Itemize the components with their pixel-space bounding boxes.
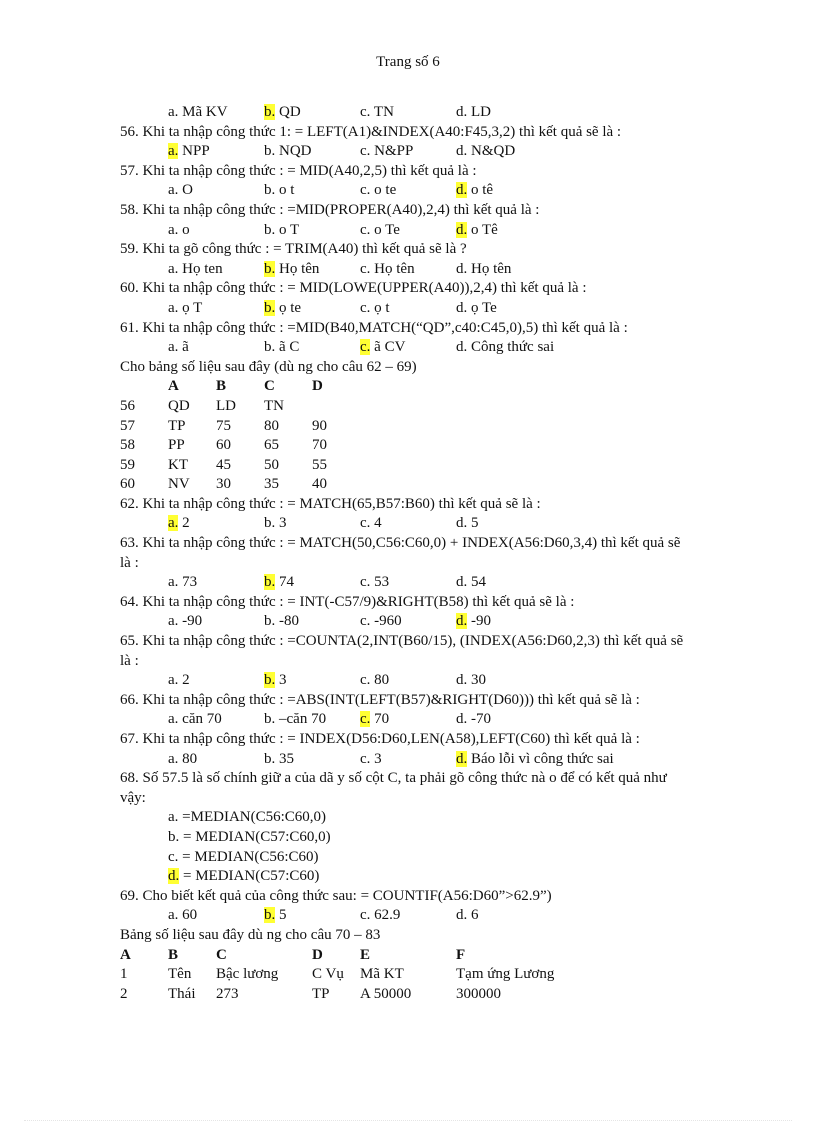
option-text: o te [370,182,397,199]
answer-option [360,181,396,201]
option-label: c. [360,143,371,160]
option-text: 3 [370,750,382,767]
answer-option [456,710,491,730]
answer-option [360,514,382,534]
answer-option [168,260,223,280]
answer-option [168,299,202,319]
option-label: b. [264,143,276,160]
table-cell: 55 [312,456,327,473]
answer-option [456,750,614,770]
option-label: d. [456,104,468,120]
question-text: Bảng số liệu sau đây dù ng cho câu 70 – 83 [120,926,381,943]
option-text: NPP [178,143,210,160]
option-text: Báo lỗi vì công thức sai [467,750,614,767]
option-label: a. [168,515,179,532]
answer-option [168,181,193,201]
answer-option [456,906,479,926]
option-text: 5 [467,515,479,532]
answer-options-row [120,710,690,730]
table-cell: Tạm ứng Lương [456,966,555,983]
table-cell: 56 [120,397,135,414]
option-text: 2 [178,515,190,532]
option-text: O [178,182,194,199]
answer-option [456,671,486,691]
option-text: ã C [275,339,300,356]
option-text: 2 [178,672,190,689]
option-text: 5 [275,907,287,924]
option-text: 62.9 [370,907,401,924]
answer-options-row [120,338,690,358]
answer-option [360,338,405,358]
question-text: Cho bảng số liệu sau đây (dù ng cho câu 62 – 69) [120,358,417,375]
option-text: = MEDIAN(C56:C60) [178,848,319,865]
table-cell: QD [168,397,190,414]
option-text: ã [178,339,189,356]
answer-option [360,671,389,691]
option-label: c. [360,515,371,532]
option-text: o Te [370,221,400,238]
option-text: 3 [275,672,287,689]
table-cell: Mã KT [360,966,404,983]
table-cell: 80 [264,417,279,434]
answer-option [168,221,190,241]
answer-option [264,514,287,534]
option-label: c. [360,104,371,120]
answer-option [360,612,402,632]
table-cell: B [216,378,227,395]
answer-option [168,671,190,691]
option-label: a. [168,339,179,356]
table-cell: 300000 [456,985,501,1002]
option-text: -70 [467,711,491,728]
answer-options-row [120,514,690,534]
option-label: a. [168,574,179,591]
option-text: o T [275,221,300,238]
option-label: b. [264,260,276,277]
answer-options-row [120,103,690,123]
option-label: a. [168,299,179,316]
option-label: d. [456,260,468,277]
answer-option [360,299,390,319]
answer-options-row [120,181,690,201]
table-cell: F [456,946,466,963]
answer-options-row [120,573,690,593]
option-label: d. [168,868,180,885]
answer-options-row [120,750,690,770]
answer-option [264,612,299,632]
answer-option [264,671,287,691]
answer-option [168,750,197,770]
table-cell: A [120,946,131,963]
option-label: d. [456,750,468,767]
answer-option [456,299,497,319]
option-text: 80 [178,750,198,767]
option-label: a. [168,221,179,238]
answer-option [264,710,326,730]
option-label: c. [360,711,371,728]
answer-option [456,142,515,162]
option-label: b. [264,672,276,689]
option-text: Họ tên [467,260,512,277]
table-row [120,397,690,417]
answer-option [360,142,413,162]
option-label: c. [360,299,371,316]
option-text: o Tê [467,221,498,238]
answer-option [456,514,479,534]
answer-option [120,808,690,828]
option-label: b. [264,711,276,728]
option-text: 60 [178,907,198,924]
option-label: b. [264,339,276,356]
option-label: b. [264,104,276,120]
question-text: 57. Khi ta nhập công thức : = MID(A40,2,5) thì kết quả là : [120,162,477,179]
table-cell: 65 [264,437,279,454]
option-label: d. [456,339,468,356]
option-text: =MEDIAN(C56:C60,0) [178,809,327,826]
option-label: b. [264,574,276,591]
answer-option [360,906,400,926]
answer-options-row [120,299,690,319]
answer-option [264,299,301,319]
answer-option [168,338,189,358]
option-label: d. [456,613,468,630]
question-text: 60. Khi ta nhập công thức : = MID(LOWE(UPPER(A40)),2,4) thì kết quả là : [120,280,587,297]
option-label: d. [456,711,468,728]
table-cell: 70 [312,437,327,454]
answer-option [360,573,389,593]
option-text: o tê [467,182,494,199]
option-label: d. [456,574,468,591]
option-text: căn 70 [178,711,222,728]
option-text: -960 [370,613,402,630]
table-row [120,436,690,456]
table-cell: E [360,946,371,963]
table-cell: 57 [120,417,135,434]
answer-option [360,750,382,770]
answer-option [168,612,202,632]
option-text: 80 [370,672,390,689]
answer-option [264,573,294,593]
option-label: d. [456,299,468,316]
answer-option [360,103,394,123]
option-label: b. [264,182,276,199]
answer-option [360,221,400,241]
option-label: c. [360,221,371,238]
table-cell: D [312,378,323,395]
table-cell: TP [312,985,330,1002]
option-label: d. [456,907,468,924]
table-row [120,985,690,1005]
option-label: c. [360,907,371,924]
answer-options-row [120,906,690,926]
option-label: d. [456,143,468,160]
answer-option [168,710,222,730]
option-text: Họ ten [178,260,223,277]
question-text: 58. Khi ta nhập công thức : =MID(PROPER(A40),2,4) thì kết quả là : [120,201,540,218]
answer-option [456,181,493,201]
answer-option [264,181,294,201]
answer-option [168,103,228,123]
question-text: 69. Cho biết kết quả của công thức sau: = COUNTIF(A56:D60”>62.9”) [120,887,552,904]
option-text: 74 [275,574,294,591]
option-label: a. [168,104,179,120]
option-label: a. [168,260,179,277]
table-row [120,456,690,476]
question-text: 61. Khi ta nhập công thức : =MID(B40,MATCH(“QD”,c40:C45,0),5) thì kết quả là : [120,319,628,336]
document-body [120,103,690,1004]
answer-option [264,906,287,926]
option-text: ọ t [370,299,390,316]
answer-option [168,573,197,593]
option-text: N&QD [467,143,516,160]
table-cell: 60 [216,437,231,454]
option-text: o [178,221,190,238]
page-bottom-divider [24,1120,792,1121]
table-row [120,965,690,985]
option-text: 3 [275,515,287,532]
option-label: b. [264,613,276,630]
table-cell: TP [168,417,186,434]
answer-option [168,514,190,534]
table-cell: 58 [120,437,135,454]
option-label: c. [360,182,371,199]
table-cell: TN [264,397,284,414]
option-text: 70 [370,711,390,728]
option-text: 73 [178,574,198,591]
answer-options-row [120,612,690,632]
option-text: –căn 70 [275,711,327,728]
option-text: 4 [370,515,382,532]
table-cell: Tên [168,966,192,983]
option-label: c. [168,848,179,865]
option-label: a. [168,182,179,199]
answer-option [120,828,690,848]
option-label: b. [168,828,180,845]
answer-option [456,612,491,632]
option-label: d. [456,221,468,238]
table-cell: Bậc lương [216,966,279,983]
answer-option [456,221,498,241]
option-text: ã CV [370,339,406,356]
option-text: -80 [275,613,299,630]
table-cell: C Vụ [312,966,344,983]
answer-option [168,906,197,926]
answer-option [264,103,301,123]
question-text: 65. Khi ta nhập công thức : =COUNTA(2,INT(B60/15), (INDEX(A56:D60,2,3) thì kết quả sẽ là : [120,633,684,669]
answer-option [120,867,690,887]
table-cell: 30 [216,476,231,493]
option-label: b. [264,750,276,767]
option-label: c. [360,750,371,767]
table-cell: B [168,946,179,963]
option-label: c. [360,260,371,277]
table-header-row [120,377,690,397]
option-text: Họ tên [370,260,415,277]
option-text: NQD [275,143,312,160]
table-cell: KT [168,456,188,473]
table-cell: C [264,378,275,395]
option-text: Họ tên [275,260,320,277]
question-text: 56. Khi ta nhập công thức 1: = LEFT(A1)&INDEX(A40:F45,3,2) thì kết quả sẽ là : [120,123,622,140]
answer-option [264,750,294,770]
option-label: c. [360,613,371,630]
option-text: ọ Te [467,299,497,316]
option-label: c. [360,672,371,689]
table-cell: 40 [312,476,327,493]
option-label: d. [456,672,468,689]
option-text: TN [370,104,394,120]
table-cell: 273 [216,985,239,1002]
question-text: 62. Khi ta nhập công thức : = MATCH(65,B57:B60) thì kết quả sẽ là : [120,495,541,512]
question-text: 59. Khi ta gõ công thức : = TRIM(A40) thì kết quả sẽ là ? [120,241,467,258]
table-cell: D [312,946,323,963]
table-cell: 1 [120,966,128,983]
question-text: 68. Số 57.5 là số chính giữ a của dã y số cột C, ta phải gõ công thức nà o để có kết quả như vậy: [120,770,667,806]
option-text: 6 [467,907,479,924]
table-cell: Thái [168,985,196,1002]
option-label: b. [264,907,276,924]
table-cell: A 50000 [360,985,412,1002]
question-text: 63. Khi ta nhập công thức : = MATCH(50,C56:C60,0) + INDEX(A56:D60,3,4) thì kết quả sẽ là : [120,535,681,571]
option-text: Công thức sai [467,339,555,356]
table-cell: 59 [120,456,135,473]
option-label: a. [168,750,179,767]
option-label: a. [168,672,179,689]
answer-option [120,848,690,868]
table-cell: 60 [120,476,135,493]
option-label: a. [168,711,179,728]
option-text: 53 [370,574,390,591]
answer-options-row [120,260,690,280]
option-label: b. [264,299,276,316]
option-label: a. [168,613,179,630]
option-label: a. [168,143,179,160]
table-row [120,475,690,495]
option-label: d. [456,182,468,199]
table-cell: NV [168,476,190,493]
page-title: Trang số 6 [376,54,440,70]
table-cell: LD [216,397,236,414]
option-text: N&PP [370,143,414,160]
answer-option [456,338,554,358]
option-label: a. [168,809,179,826]
option-text: LD [467,104,491,120]
question-text: 67. Khi ta nhập công thức : = INDEX(D56:D60,LEN(A58),LEFT(C60) thì kết quả là : [120,731,640,747]
table-row [120,417,690,437]
answer-option [456,573,486,593]
answer-option [360,260,415,280]
option-text: QD [275,104,301,120]
question-text: 64. Khi ta nhập công thức : = INT(-C57/9)&RIGHT(B58) thì kết quả sẽ là : [120,593,575,610]
answer-option [360,710,389,730]
table-cell: PP [168,437,185,454]
table-cell: 35 [264,476,279,493]
question-text: 66. Khi ta nhập công thức : =ABS(INT(LEFT(B57)&RIGHT(D60))) thì kết quả sẽ là : [120,691,640,708]
option-text: Mã KV [178,104,228,120]
table-header-row [120,946,690,966]
option-text: ọ te [275,299,302,316]
option-label: c. [360,574,371,591]
option-label: b. [264,221,276,238]
option-text: 30 [467,672,486,689]
table-cell: 75 [216,417,231,434]
table-cell: 45 [216,456,231,473]
answer-option [264,338,299,358]
answer-option [264,221,299,241]
answer-options-row [120,221,690,241]
option-text: -90 [467,613,491,630]
option-label: d. [456,515,468,532]
option-text: o t [275,182,295,199]
option-text: 35 [275,750,294,767]
answer-options-row [120,671,690,691]
option-text: 54 [467,574,486,591]
table-cell: 90 [312,417,327,434]
answer-option [456,103,491,123]
answer-option [456,260,511,280]
answer-option [168,142,210,162]
table-cell: 50 [264,456,279,473]
table-cell: A [168,378,179,395]
table-cell: 2 [120,985,128,1002]
answer-options-row [120,142,690,162]
table-cell: C [216,946,227,963]
answer-option [264,142,312,162]
option-text: = MEDIAN(C57:C60,0) [179,828,331,845]
option-label: c. [360,339,371,356]
option-label: a. [168,907,179,924]
option-text: = MEDIAN(C57:C60) [179,868,320,885]
option-label: b. [264,515,276,532]
answer-option [264,260,319,280]
option-text: -90 [178,613,203,630]
option-text: ọ T [178,299,203,316]
